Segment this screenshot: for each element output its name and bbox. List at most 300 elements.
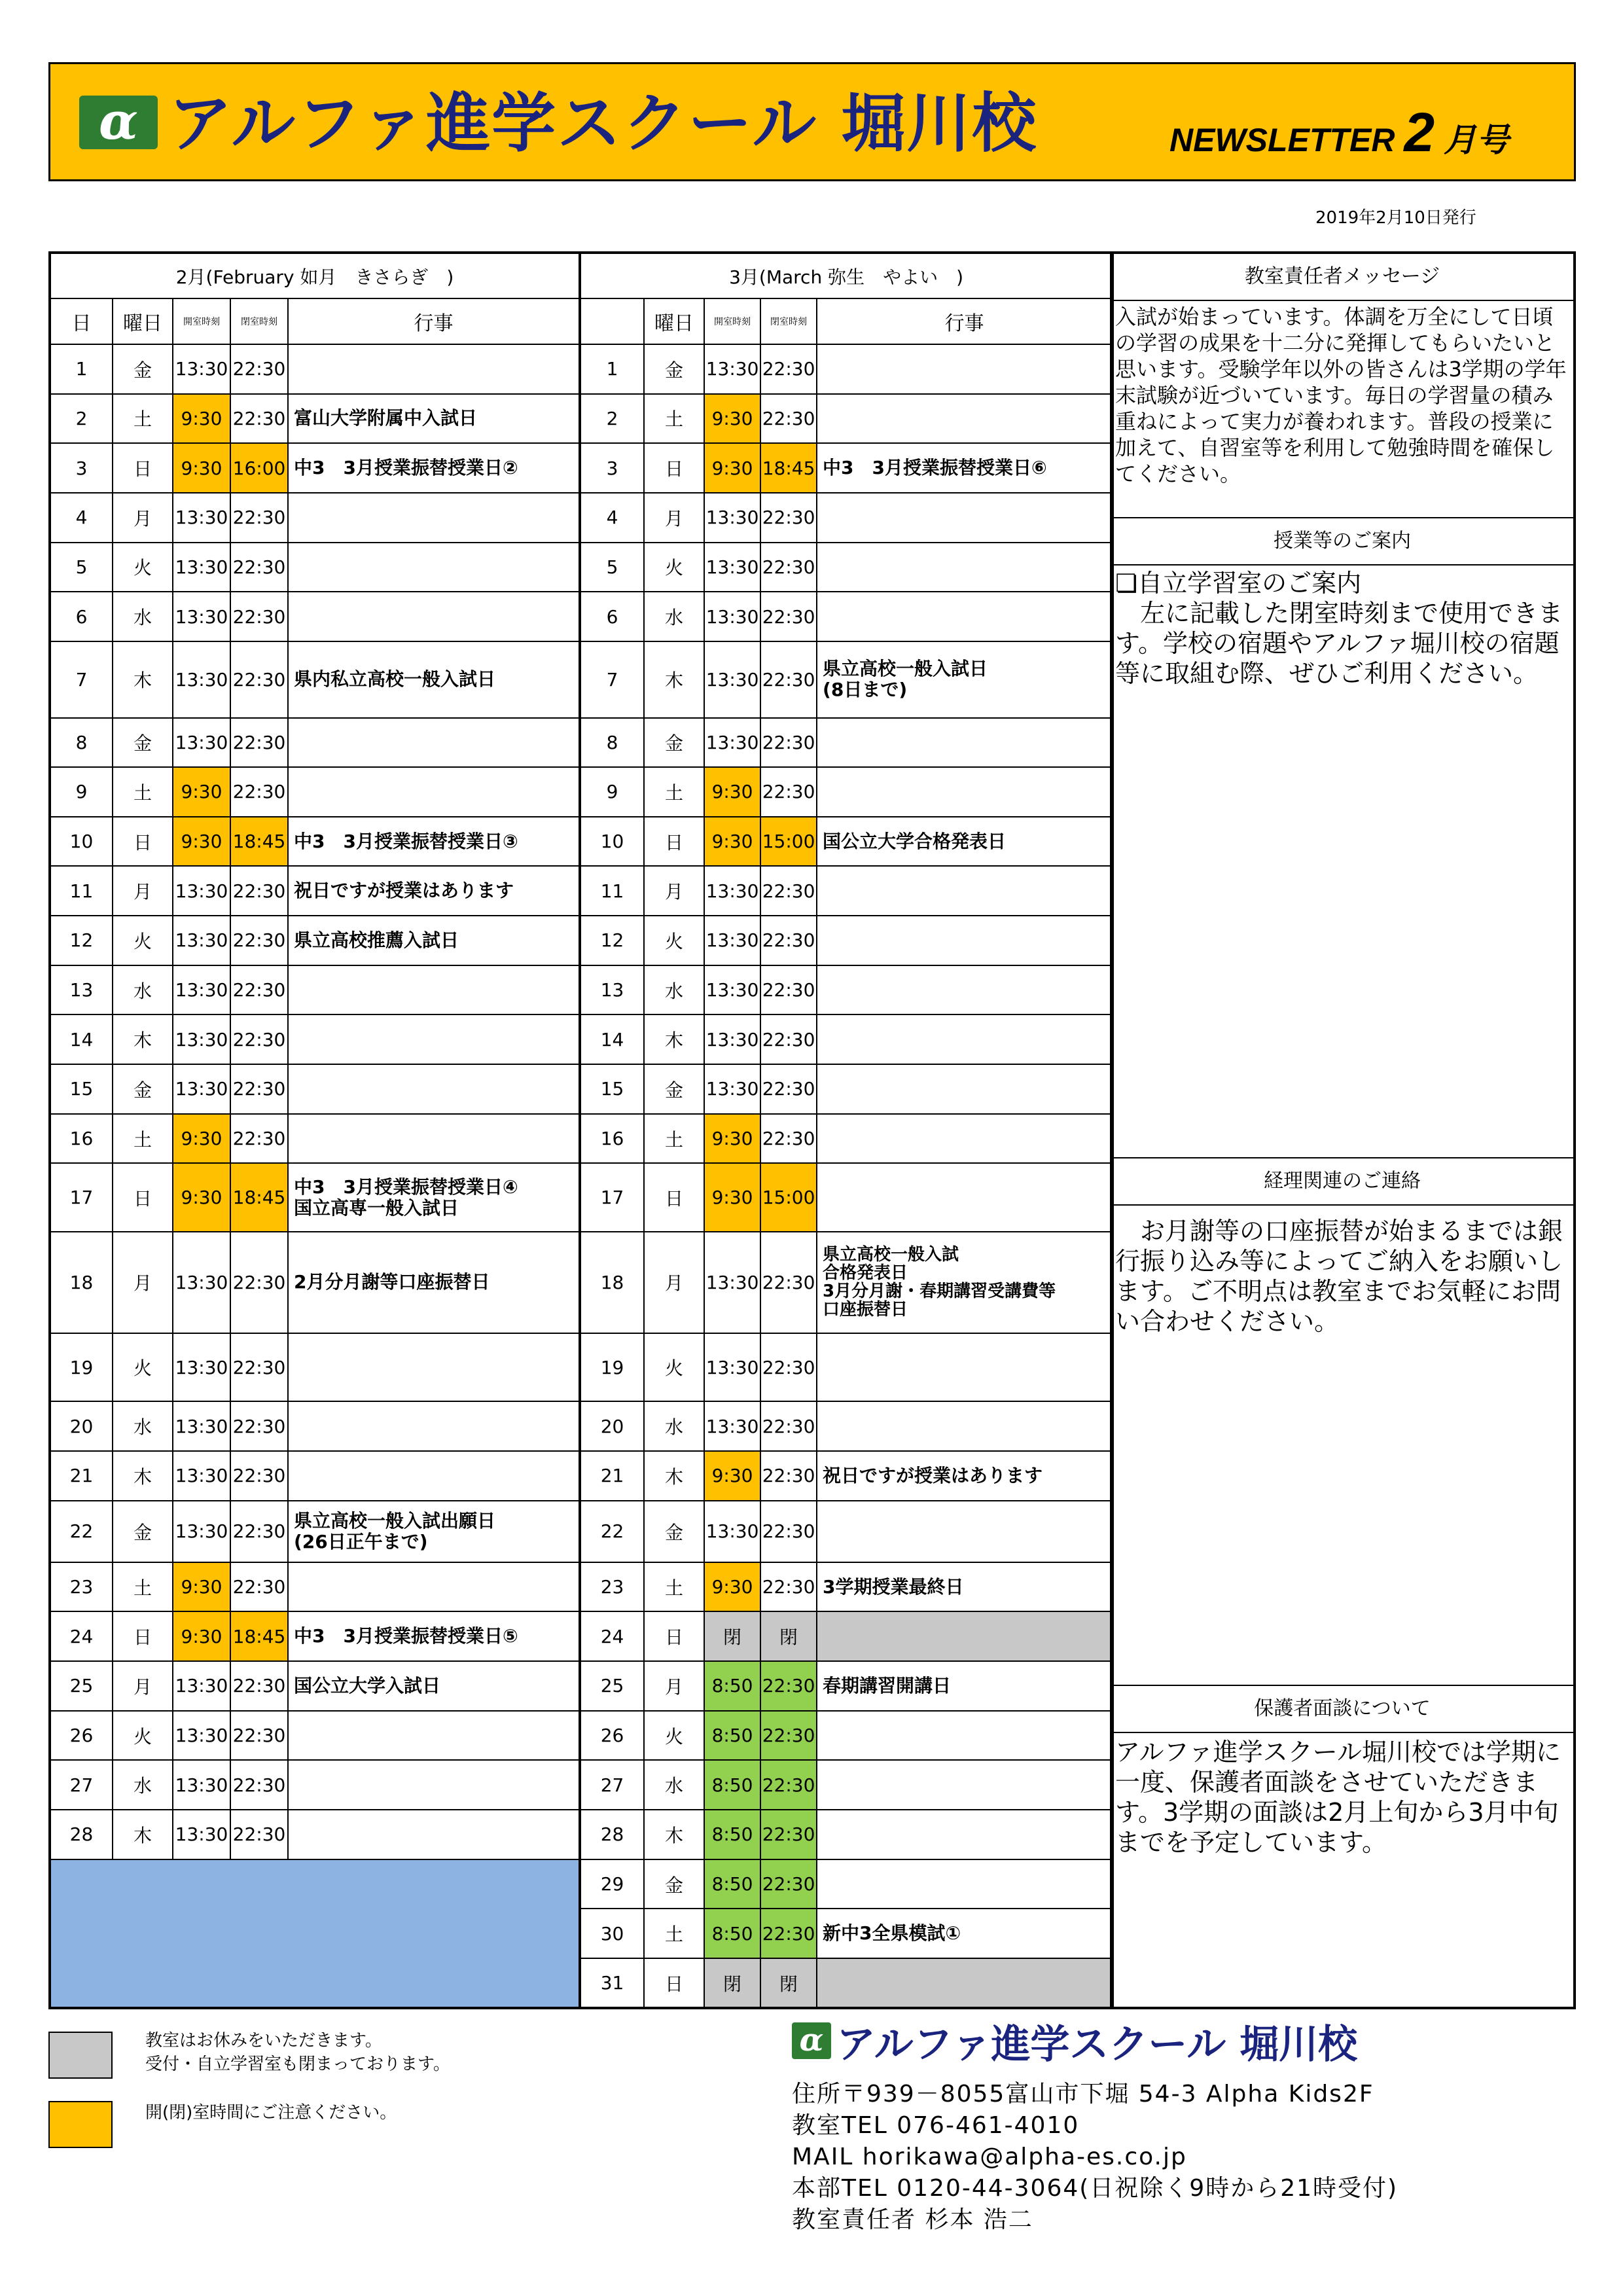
feb-day: 18 xyxy=(50,1232,113,1333)
feb-open-time: 13:30 xyxy=(173,1810,230,1859)
calendar-row xyxy=(50,1611,1113,1661)
mar-close-time: 22:30 xyxy=(760,1810,817,1859)
issue-date: 2019年2月10日発行 xyxy=(1315,208,1476,228)
parent-meeting-heading: 保護者面談について xyxy=(1111,1686,1573,1733)
feb-day: 3 xyxy=(50,443,113,493)
feb-event xyxy=(288,344,580,394)
feb-event xyxy=(288,592,580,641)
mar-event xyxy=(817,1163,1113,1231)
mar-event: 春期講習開講日 xyxy=(817,1661,1113,1711)
feb-open-time: 13:30 xyxy=(173,1501,230,1562)
class-info-heading: 授業等のご案内 xyxy=(1111,518,1573,565)
calendar-row xyxy=(50,1760,1113,1810)
mar-weekday: 日 xyxy=(644,1958,704,2008)
feb-day: 23 xyxy=(50,1562,113,1612)
newsletter-label xyxy=(1169,101,1509,164)
calendar-row xyxy=(50,1451,1113,1501)
mar-open-time: 13:30 xyxy=(704,344,760,394)
feb-event xyxy=(288,1451,580,1501)
mar-day: 12 xyxy=(580,916,644,965)
mar-day: 1 xyxy=(580,344,644,394)
feb-open-time: 13:30 xyxy=(173,1014,230,1064)
feb-day: 10 xyxy=(50,817,113,867)
feb-event xyxy=(288,1760,580,1810)
feb-weekday: 月 xyxy=(113,1232,173,1333)
feb-close-time: 22:30 xyxy=(230,1114,288,1164)
mar-event xyxy=(817,543,1113,592)
feb-weekday: 日 xyxy=(113,443,173,493)
legend-gray-text: 教室はお休みをいただきます。 受付・自立学習室も閉まっております。 xyxy=(145,2031,450,2074)
feb-weekday: 火 xyxy=(113,916,173,965)
mar-weekday: 火 xyxy=(644,1333,704,1401)
mar-event xyxy=(817,1501,1113,1562)
mar-event xyxy=(817,1014,1113,1064)
feb-open-time: 9:30 xyxy=(173,1163,230,1231)
mar-day: 4 xyxy=(580,493,644,543)
feb-col-event: 行事 xyxy=(288,298,580,344)
mar-weekday: 月 xyxy=(644,1232,704,1333)
mar-open-time: 8:50 xyxy=(704,1909,760,1958)
mar-open-time: 13:30 xyxy=(704,1501,760,1562)
mar-weekday: 金 xyxy=(644,1064,704,1114)
header-banner xyxy=(48,62,1576,181)
mar-open-time: 9:30 xyxy=(704,767,760,817)
feb-open-time: 13:30 xyxy=(173,1064,230,1114)
newsletter-month-number: 2 xyxy=(1404,101,1435,163)
billing-heading: 経理関連のご連絡 xyxy=(1111,1158,1573,1206)
mar-day: 15 xyxy=(580,1064,644,1114)
mar-open-time: 13:30 xyxy=(704,916,760,965)
mar-weekday: 木 xyxy=(644,1451,704,1501)
mar-weekday: 火 xyxy=(644,543,704,592)
feb-close-time: 22:30 xyxy=(230,543,288,592)
feb-event xyxy=(288,1711,580,1761)
mar-close-time: 22:30 xyxy=(760,916,817,965)
mar-open-time: 13:30 xyxy=(704,493,760,543)
mar-event: 県立高校一般入試日 (8日まで) xyxy=(817,641,1113,718)
mar-weekday: 水 xyxy=(644,1760,704,1810)
mar-close-time: 22:30 xyxy=(760,1661,817,1711)
feb-day: 19 xyxy=(50,1333,113,1401)
calendar-row xyxy=(50,1014,1113,1064)
mar-close-time: 22:30 xyxy=(760,1064,817,1114)
feb-day: 15 xyxy=(50,1064,113,1114)
mar-day: 9 xyxy=(580,767,644,817)
feb-open-time: 13:30 xyxy=(173,1711,230,1761)
feb-weekday: 日 xyxy=(113,817,173,867)
feb-weekday: 土 xyxy=(113,1114,173,1164)
message-heading: 教室責任者メッセージ xyxy=(1111,254,1573,301)
mar-event xyxy=(817,1611,1113,1661)
feb-event: 県内私立高校一般入試日 xyxy=(288,641,580,718)
feb-weekday: 水 xyxy=(113,1760,173,1810)
feb-event xyxy=(288,1064,580,1114)
calendar-row xyxy=(50,641,1113,718)
newsletter-month-suffix: 月号 xyxy=(1443,122,1509,158)
feb-day: 25 xyxy=(50,1661,113,1711)
mar-weekday: 金 xyxy=(644,1501,704,1562)
feb-open-time: 13:30 xyxy=(173,344,230,394)
calendar-row xyxy=(50,1064,1113,1114)
mar-open-time: 9:30 xyxy=(704,1163,760,1231)
feb-weekday: 水 xyxy=(113,592,173,641)
mar-weekday: 日 xyxy=(644,817,704,867)
calendar-row xyxy=(50,1501,1113,1562)
mar-open-time: 8:50 xyxy=(704,1859,760,1909)
mar-close-time: 15:00 xyxy=(760,1163,817,1231)
feb-event xyxy=(288,1810,580,1859)
mar-open-time: 13:30 xyxy=(704,641,760,718)
calendar-row xyxy=(50,965,1113,1015)
mar-weekday: 土 xyxy=(644,1562,704,1612)
mar-day: 26 xyxy=(580,1711,644,1761)
mar-weekday: 水 xyxy=(644,1401,704,1451)
mar-open-time: 8:50 xyxy=(704,1711,760,1761)
feb-close-time: 22:30 xyxy=(230,1232,288,1333)
calendar-row xyxy=(50,817,1113,867)
mar-open-time: 8:50 xyxy=(704,1661,760,1711)
class-info-text: ❏自立学習室のご案内 左に記載した閉室時刻まで使用できます。学校の宿題やアルファ堀川校の宿題等に取組む際、ぜひご利用ください。 xyxy=(1115,569,1563,688)
mar-event xyxy=(817,1114,1113,1164)
calendar-row xyxy=(50,1711,1113,1761)
feb-close-time: 22:30 xyxy=(230,1401,288,1451)
feb-close-time: 22:30 xyxy=(230,344,288,394)
mar-open-time: 13:30 xyxy=(704,965,760,1015)
footer-alpha-logo-icon: α xyxy=(792,2022,831,2059)
feb-event xyxy=(288,493,580,543)
feb-event: 県立高校推薦入試日 xyxy=(288,916,580,965)
mar-weekday: 土 xyxy=(644,767,704,817)
feb-weekday: 月 xyxy=(113,493,173,543)
feb-weekday: 木 xyxy=(113,1810,173,1859)
mar-open-time: 9:30 xyxy=(704,1562,760,1612)
alpha-logo-icon: α xyxy=(79,96,158,149)
mar-close-time: 22:30 xyxy=(760,1014,817,1064)
legend-gray-swatch xyxy=(48,2032,113,2079)
feb-event: 県立高校一般入試出願日 (26日正午まで) xyxy=(288,1501,580,1562)
mar-weekday: 金 xyxy=(644,718,704,768)
feb-weekday: 水 xyxy=(113,965,173,1015)
calendar-row xyxy=(50,866,1113,916)
mar-close-time: 22:30 xyxy=(760,1562,817,1612)
feb-event: 中3 3月授業振替授業日⑤ xyxy=(288,1611,580,1661)
feb-open-time: 13:30 xyxy=(173,641,230,718)
mar-event xyxy=(817,965,1113,1015)
feb-close-time: 18:45 xyxy=(230,817,288,867)
feb-event xyxy=(288,1401,580,1451)
feb-weekday: 月 xyxy=(113,866,173,916)
mar-close-time: 22:30 xyxy=(760,493,817,543)
mar-event xyxy=(817,1064,1113,1114)
feb-col-day: 日 xyxy=(50,298,113,344)
feb-col-close: 閉室時刻 xyxy=(230,298,288,344)
mar-day: 17 xyxy=(580,1163,644,1231)
feb-event xyxy=(288,543,580,592)
mar-weekday: 水 xyxy=(644,592,704,641)
mar-close-time: 閉 xyxy=(760,1611,817,1661)
feb-open-time: 9:30 xyxy=(173,1562,230,1612)
calendar-row xyxy=(50,767,1113,817)
feb-open-time: 13:30 xyxy=(173,1333,230,1401)
calendar-row xyxy=(50,1333,1113,1401)
feb-close-time: 22:30 xyxy=(230,916,288,965)
mar-close-time: 閉 xyxy=(760,1958,817,2008)
feb-open-time: 9:30 xyxy=(173,394,230,444)
mar-day: 2 xyxy=(580,394,644,444)
mar-close-time: 22:30 xyxy=(760,1401,817,1451)
calendar-row xyxy=(50,1114,1113,1164)
info-sidebar xyxy=(1110,251,1576,2009)
mar-day: 10 xyxy=(580,817,644,867)
feb-close-time: 22:30 xyxy=(230,641,288,718)
feb-day: 8 xyxy=(50,718,113,768)
mar-close-time: 22:30 xyxy=(760,641,817,718)
feb-close-time: 22:30 xyxy=(230,965,288,1015)
feb-day: 4 xyxy=(50,493,113,543)
feb-close-time: 22:30 xyxy=(230,1064,288,1114)
mar-open-time: 13:30 xyxy=(704,1232,760,1333)
mar-close-time: 22:30 xyxy=(760,1711,817,1761)
mar-open-time: 13:30 xyxy=(704,1333,760,1401)
mar-open-time: 13:30 xyxy=(704,1014,760,1064)
mar-weekday: 土 xyxy=(644,1909,704,1958)
mar-day: 8 xyxy=(580,718,644,768)
feb-close-time: 22:30 xyxy=(230,718,288,768)
mar-event: 3学期授業最終日 xyxy=(817,1562,1113,1612)
feb-day: 17 xyxy=(50,1163,113,1231)
calendar-row xyxy=(50,916,1113,965)
mar-day: 20 xyxy=(580,1401,644,1451)
feb-close-time: 18:45 xyxy=(230,1611,288,1661)
mar-close-time: 22:30 xyxy=(760,1232,817,1333)
mar-weekday: 火 xyxy=(644,1711,704,1761)
mar-event: 祝日ですが授業はあります xyxy=(817,1451,1113,1501)
feb-close-time: 22:30 xyxy=(230,394,288,444)
feb-event: 中3 3月授業振替授業日③ xyxy=(288,817,580,867)
mar-day: 11 xyxy=(580,866,644,916)
mar-weekday: 土 xyxy=(644,1114,704,1164)
feb-event xyxy=(288,1114,580,1164)
mar-event xyxy=(817,592,1113,641)
feb-weekday: 金 xyxy=(113,1501,173,1562)
feb-day: 5 xyxy=(50,543,113,592)
feb-open-time: 13:30 xyxy=(173,718,230,768)
mar-day: 5 xyxy=(580,543,644,592)
calendar-row xyxy=(50,1562,1113,1612)
mar-open-time: 8:50 xyxy=(704,1810,760,1859)
mar-event xyxy=(817,1958,1113,2008)
mar-close-time: 22:30 xyxy=(760,866,817,916)
mar-open-time: 13:30 xyxy=(704,1064,760,1114)
feb-close-time: 16:00 xyxy=(230,443,288,493)
mar-open-time: 9:30 xyxy=(704,443,760,493)
feb-day: 14 xyxy=(50,1014,113,1064)
mar-col-open: 開室時刻 xyxy=(704,298,760,344)
mar-col-day xyxy=(580,298,644,344)
mar-day: 18 xyxy=(580,1232,644,1333)
mar-event xyxy=(817,1333,1113,1401)
feb-weekday: 日 xyxy=(113,1163,173,1231)
feb-weekday: 木 xyxy=(113,641,173,718)
feb-event: 2月分月謝等口座振替日 xyxy=(288,1232,580,1333)
feb-weekday: 土 xyxy=(113,394,173,444)
mar-event: 新中3全県模試① xyxy=(817,1909,1113,1958)
mar-event xyxy=(817,718,1113,768)
feb-weekday: 月 xyxy=(113,1661,173,1711)
feb-day: 16 xyxy=(50,1114,113,1164)
calendar-row xyxy=(50,1661,1113,1711)
feb-open-time: 13:30 xyxy=(173,1451,230,1501)
mar-weekday: 土 xyxy=(644,394,704,444)
mar-close-time: 22:30 xyxy=(760,767,817,817)
mar-event xyxy=(817,344,1113,394)
footer-hq-tel: 本部TEL 0120-44-3064(日祝除く9時から21時受付) xyxy=(792,2175,1399,2202)
mar-open-time: 9:30 xyxy=(704,1114,760,1164)
mar-day: 29 xyxy=(580,1859,644,1909)
mar-day: 24 xyxy=(580,1611,644,1661)
mar-event xyxy=(817,1760,1113,1810)
feb-event xyxy=(288,965,580,1015)
mar-month-header: 3月(March 弥生 やよい ) xyxy=(580,253,1113,298)
mar-open-time: 閉 xyxy=(704,1958,760,2008)
mar-open-time: 9:30 xyxy=(704,394,760,444)
feb-event xyxy=(288,1562,580,1612)
mar-open-time: 13:30 xyxy=(704,718,760,768)
footer-mail[interactable]: MAIL horikawa@alpha-es.co.jp xyxy=(792,2144,1187,2170)
mar-event xyxy=(817,916,1113,965)
mar-day: 19 xyxy=(580,1333,644,1401)
feb-event: 国公立大学入試日 xyxy=(288,1661,580,1711)
mar-open-time: 13:30 xyxy=(704,1401,760,1451)
mar-weekday: 木 xyxy=(644,1014,704,1064)
feb-day: 6 xyxy=(50,592,113,641)
mar-weekday: 月 xyxy=(644,1661,704,1711)
mar-open-time: 閉 xyxy=(704,1611,760,1661)
legend-yellow-text: 開(閉)室時間にご注意ください。 xyxy=(145,2103,397,2123)
feb-open-time: 9:30 xyxy=(173,767,230,817)
feb-close-time: 22:30 xyxy=(230,767,288,817)
mar-event xyxy=(817,1810,1113,1859)
mar-open-time: 13:30 xyxy=(704,592,760,641)
calendar-row xyxy=(50,1859,1113,1909)
mar-day: 31 xyxy=(580,1958,644,2008)
feb-weekday: 金 xyxy=(113,344,173,394)
mar-event xyxy=(817,1859,1113,1909)
feb-event: 中3 3月授業振替授業日② xyxy=(288,443,580,493)
feb-event: 祝日ですが授業はあります xyxy=(288,866,580,916)
feb-day: 7 xyxy=(50,641,113,718)
mar-day: 6 xyxy=(580,592,644,641)
mar-weekday: 木 xyxy=(644,1810,704,1859)
calendar-row xyxy=(50,394,1113,444)
mar-col-event: 行事 xyxy=(817,298,1113,344)
mar-weekday: 月 xyxy=(644,493,704,543)
calendar-row xyxy=(50,493,1113,543)
feb-day: 20 xyxy=(50,1401,113,1451)
mar-open-time: 9:30 xyxy=(704,1451,760,1501)
mar-close-time: 22:30 xyxy=(760,965,817,1015)
mar-weekday: 金 xyxy=(644,344,704,394)
mar-day: 27 xyxy=(580,1760,644,1810)
feb-day: 11 xyxy=(50,866,113,916)
feb-day: 24 xyxy=(50,1611,113,1661)
message-text: 入試が始まっています。体調を万全にして日頃の学習の成果を十二分に発揮してもらいたいと思います。受験学年以外の皆さんは3学期の学年末試験が近づいています。毎日の学習量の積み重ねによって実力が養われます。普段の授業に加えて、自習室等を利用して勉強時間を確保してください。 xyxy=(1115,304,1567,486)
footer-tel: 教室TEL 076-461-4010 xyxy=(792,2112,1080,2139)
mar-open-time: 13:30 xyxy=(704,866,760,916)
feb-weekday: 火 xyxy=(113,1711,173,1761)
feb-day: 21 xyxy=(50,1451,113,1501)
feb-weekday: 金 xyxy=(113,718,173,768)
feb-open-time: 13:30 xyxy=(173,1661,230,1711)
feb-event xyxy=(288,767,580,817)
mar-close-time: 22:30 xyxy=(760,1909,817,1958)
calendar-table xyxy=(48,251,1114,2009)
mar-event xyxy=(817,1401,1113,1451)
calendar-row xyxy=(50,1232,1113,1333)
mar-open-time: 13:30 xyxy=(704,543,760,592)
mar-close-time: 22:30 xyxy=(760,718,817,768)
mar-weekday: 月 xyxy=(644,866,704,916)
footer-contact xyxy=(792,2079,1398,2236)
feb-day: 27 xyxy=(50,1760,113,1810)
newsletter-word: NEWSLETTER xyxy=(1169,122,1395,158)
feb-close-time: 22:30 xyxy=(230,1562,288,1612)
footer-manager: 教室責任者 杉本 浩二 xyxy=(792,2206,1033,2233)
mar-close-time: 22:30 xyxy=(760,592,817,641)
feb-close-time: 22:30 xyxy=(230,1501,288,1562)
calendar-row xyxy=(50,543,1113,592)
calendar-row xyxy=(50,592,1113,641)
mar-day: 14 xyxy=(580,1014,644,1064)
feb-weekday: 水 xyxy=(113,1401,173,1451)
mar-event xyxy=(817,394,1113,444)
feb-weekday: 木 xyxy=(113,1014,173,1064)
mar-day: 30 xyxy=(580,1909,644,1958)
feb-open-time: 13:30 xyxy=(173,916,230,965)
feb-close-time: 22:30 xyxy=(230,866,288,916)
feb-open-time: 9:30 xyxy=(173,1114,230,1164)
mar-weekday: 日 xyxy=(644,443,704,493)
mar-weekday: 金 xyxy=(644,1859,704,1909)
mar-weekday: 木 xyxy=(644,641,704,718)
mar-close-time: 22:30 xyxy=(760,1114,817,1164)
mar-event xyxy=(817,493,1113,543)
mar-event xyxy=(817,1711,1113,1761)
calendar-row xyxy=(50,344,1113,394)
mar-close-time: 22:30 xyxy=(760,394,817,444)
calendar-body xyxy=(50,344,1113,2008)
calendar-row xyxy=(50,1163,1113,1231)
feb-close-time: 22:30 xyxy=(230,1661,288,1711)
legend-yellow-swatch xyxy=(48,2101,113,2148)
footer-brand: アルファ進学スクール 堀川校 xyxy=(836,2022,1358,2068)
mar-close-time: 18:45 xyxy=(760,443,817,493)
feb-weekday: 土 xyxy=(113,1562,173,1612)
mar-day: 16 xyxy=(580,1114,644,1164)
feb-event xyxy=(288,1333,580,1401)
mar-open-time: 8:50 xyxy=(704,1760,760,1810)
feb-open-time: 13:30 xyxy=(173,1232,230,1333)
mar-event xyxy=(817,866,1113,916)
feb-col-weekday: 曜日 xyxy=(113,298,173,344)
feb-close-time: 18:45 xyxy=(230,1163,288,1231)
school-title: アルファ進学スクール 堀川校 xyxy=(168,86,1038,161)
calendar-row xyxy=(50,443,1113,493)
mar-weekday: 水 xyxy=(644,965,704,1015)
feb-empty-block xyxy=(50,1859,580,2008)
mar-close-time: 22:30 xyxy=(760,1333,817,1401)
feb-close-time: 22:30 xyxy=(230,1760,288,1810)
